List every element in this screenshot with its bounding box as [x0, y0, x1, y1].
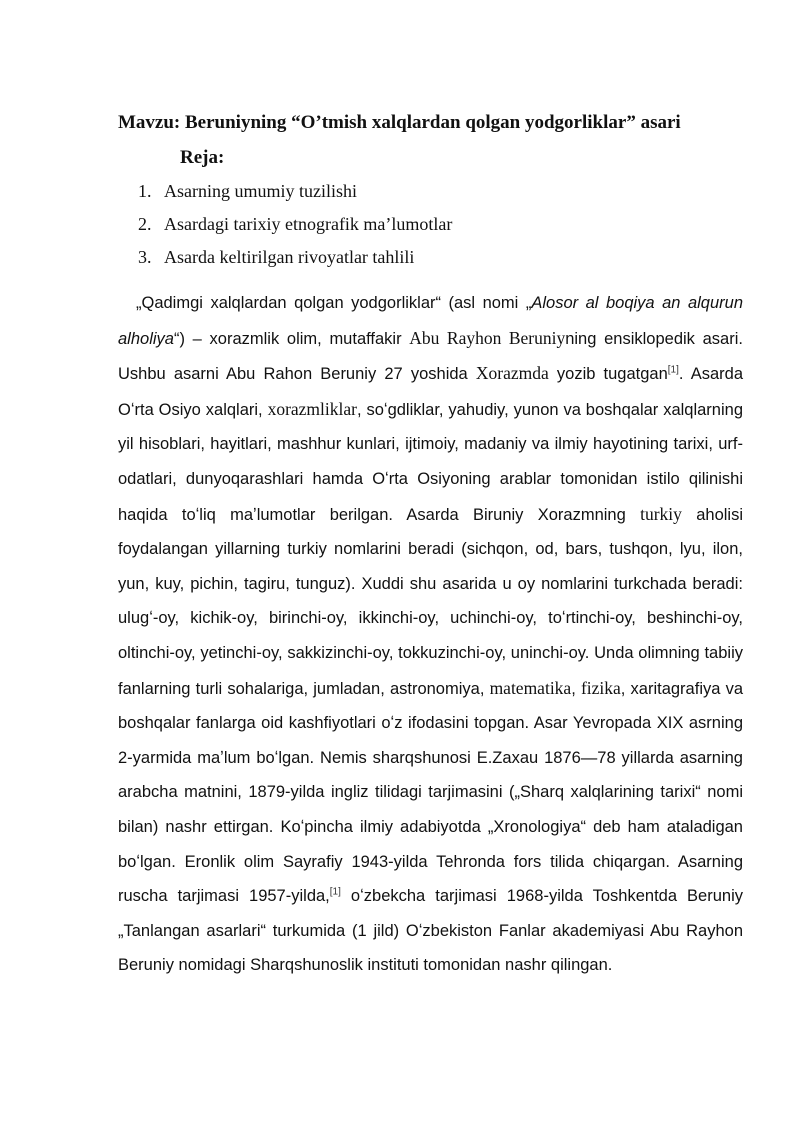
text-run: , xaritagrafiya va boshqalar fanlarga oid kashfiyotlari oʻz ifodasini topgan. Asar Yevropada XIX asrning 2-yarmida maʼlum boʻlgan. Nemis sharqshunosi E.Zaxau 1876—78 yillarda asarning arabcha matnini, 1879-yilda ingliz tilidagi tarjimasini („Sharq xalqlarining tarixi“ nomi bilan) nashr ettirgan. Koʻpincha ilmiy adabiyotda „Xronologiya“ deb ham ataladigan boʻlgan. Eronlik olim Sayrafiy 1943-yilda Tehronda fors tilida chiqargan. Asarning ruscha tarjimasi 1957-yilda, [118, 679, 743, 906]
plan-item-number: 1. [138, 181, 152, 201]
text-run: yozib tugatgan [548, 365, 668, 384]
original-title-italic: Alosor al boqiya an alqurun alholiya [118, 294, 744, 348]
text-run: „Qadimgi xalqlardan qolgan yodgorliklar“ (asl nomi „ [136, 294, 532, 312]
footnote-ref[interactable]: [1] [329, 886, 341, 898]
link-abu-rayhon-beruniy[interactable]: Abu Rayhon Beruniy [409, 327, 566, 348]
plan-item [138, 246, 452, 279]
plan-item [138, 180, 452, 213]
plan-item-number: 3. [138, 247, 152, 267]
plan-item-number: 2. [138, 214, 152, 234]
plan-item-text: Asardagi tarixiy etnografik ma’lumotlar [164, 214, 453, 234]
text-run: “) – xorazmlik olim, mutaffakir [173, 329, 410, 348]
body-paragraph [118, 286, 743, 983]
text-run: ning ensiklopedik asari. Ushbu asarni Abu Rahon Beruniy 27 yoshida [118, 329, 743, 384]
plan-list [138, 180, 452, 279]
link-matematika[interactable]: matematika [489, 677, 572, 698]
footnote-ref[interactable]: [1] [667, 364, 679, 376]
link-xorazmliklar[interactable]: xorazmliklar [267, 398, 357, 419]
plan-item-text: Asarda keltirilgan rivoyatlar tahlili [164, 247, 415, 267]
plan-heading: Reja: [180, 147, 225, 168]
plan-item-text: Asarning umumiy tuzilishi [164, 181, 357, 201]
text-run: aholisi foydalangan yillarning turkiy nomlarini beradi (sichqon, od, bars, tushqon, lyu, ilon, yun, kuy, pichin, tagiru, tunguz). Xuddi shu asarida u oy nomlarini turkchada beradi: ulugʻ-oy, kichik-oy, birinchi-oy, ikkinchi-oy, uchinchi-oy, toʻrtinchi-oy, beshinchi-oy, oltinchi-oy, yetinchi-oy, sakkizinchi-oy, tokkuzinchi-oy, uninchi-oy. Unda olimning tabiiy fanlarning turli sohalariga, jumladan, astronomiya, [118, 505, 743, 698]
link-fizika[interactable]: fizika [580, 677, 621, 698]
document-title: Mavzu: Beruniyning “O’tmish xalqlardan qolgan yodgorliklar” asari [118, 112, 681, 133]
text-run: oʻzbekcha tarjimasi 1968-yilda Toshkentda Beruniy „Tanlangan asarlari“ turkumida (1 jild) Oʻzbekiston Fanlar akademiyasi Abu Rayhon Beruniy nomidagi Sharqshunoslik instituti tomonidan nashr qilingan. [118, 887, 743, 975]
link-turkiy[interactable]: turkiy [640, 503, 682, 524]
text-run: , soʻgdliklar, yahudiy, yunon va boshqalar xalqlarning yil hisoblari, hayitlari, mashhur kunlari, ijtimoiy, madaniy va ilmiy hayotining tarixi, urf-odatlari, dunyoqarashlari hamda Oʻrta Osiyoning arablar tomonidan istilo qilinishi haqida toʻliq maʼlumotlar berilgan. Asarda Biruniy Xorazmning [118, 400, 744, 524]
link-xorazm[interactable]: Xorazmda [475, 363, 549, 384]
text-run: . Asarda Oʻrta Osiyo xalqlari, [118, 365, 743, 419]
text-run: , [571, 679, 581, 698]
plan-item [138, 213, 452, 246]
